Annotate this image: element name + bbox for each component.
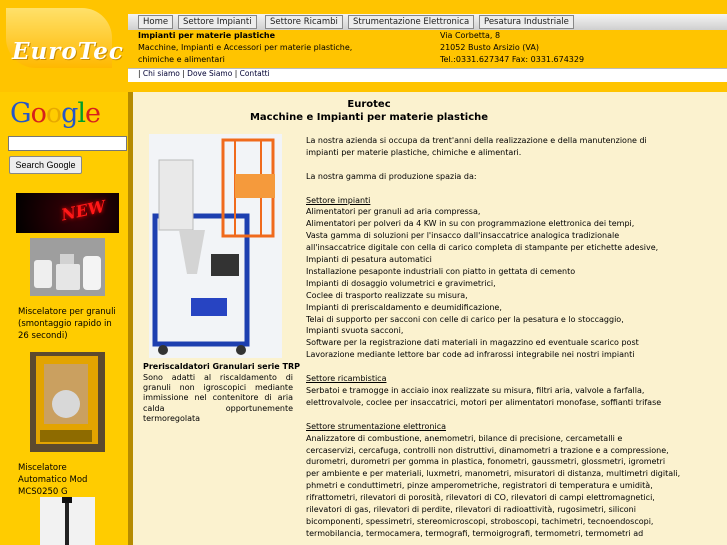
search-google-button[interactable]: Search Google	[9, 156, 82, 174]
section-line: Impianti di preriscaldamento e deumidificazione,	[306, 302, 502, 312]
new-banner[interactable]	[16, 193, 119, 233]
dryer-product-image	[149, 134, 282, 358]
company-title: Impianti per materie plastiche	[138, 31, 276, 40]
section-line: Vasta gamma di soluzioni per l'insacco dall'insaccatrice analogica tradizionale	[306, 231, 620, 241]
product-title: Preriscaldatori Granulari serie TRP	[143, 362, 300, 371]
intro-line: impianti per materie plastiche, chimiche e alimentari.	[306, 147, 522, 157]
main-text	[306, 135, 721, 545]
link-chi-siamo[interactable]: Chi siamo	[142, 69, 180, 78]
gamma-line: La nostra gamma di produzione spazia da:	[306, 171, 477, 181]
section-line: Alimentatori per granuli ad aria compressa,	[306, 207, 481, 217]
page-title: Eurotec	[347, 99, 391, 110]
nav-settore-ricambi[interactable]: Settore Ricambi	[265, 15, 343, 29]
secondary-links: | Chi siamo | Dove Siamo | Contatti	[138, 69, 270, 78]
section-line: cercaservizi, cercafuga, controlli non distruttivi, dinamometri a trazione e a compressione,	[306, 445, 669, 455]
address-city: 21052 Busto Arsizio (VA)	[440, 43, 539, 52]
page-subtitle: Macchine e Impianti per materie plastiche	[249, 112, 489, 123]
section-line: elettrovalvole, coclee per insaccatrici, motori per alimentatori monofase, soffianti trifase	[306, 397, 662, 407]
section-line: Serbatoi e tramogge in acciaio inox realizzate su misura, filtri aria, valvole a farfalla,	[306, 385, 645, 395]
section-line: all'insaccatrice digitale con cella di carico completa di stampante per etichette adesive,	[306, 243, 659, 253]
section-line: Impianti di dosaggio volumetrici e gravimetrici,	[306, 278, 496, 288]
company-description: chimiche e alimentari	[138, 55, 225, 64]
search-input[interactable]	[8, 136, 127, 151]
company-logo[interactable]: EuroTec	[12, 38, 124, 65]
address-street: Via Corbetta, 8	[440, 31, 501, 40]
section-line: per ambiente e per materiali, luxmetri, manometri, misuratori di distanza, multimetri digitali,	[306, 469, 681, 479]
section-line: phmetri e conduttimetri, pinze amperometriche, registratori di temperatura e umidità,	[306, 481, 653, 491]
new-banner-label: NEW	[59, 196, 108, 225]
link-dove-siamo[interactable]: Dove Siamo	[187, 69, 233, 78]
google-logo: Google	[10, 98, 101, 129]
nav-home[interactable]: Home	[138, 15, 173, 29]
section-heading-strumentazione[interactable]: Settore strumentazione elettronica	[306, 421, 447, 431]
automatic-mixer-caption: Miscelatore Automatico Mod MCS0250 G	[18, 463, 88, 497]
section-line: Alimentatori per polveri da 4 KW in su con programmazione elettronica dei tempi,	[306, 219, 635, 229]
mixer-caption: Miscelatore per granuli (smontaggio rapido in 26 secondi)	[18, 307, 116, 341]
address-phone: Tel.:0331.627347 Fax: 0331.674329	[440, 55, 585, 64]
section-line: durometri, durometri per gomma in plastica, fonometri, gaussmetri, glossmetri, igrometri	[306, 457, 666, 467]
section-line: Lavorazione mediante lettore bar code ad infrarossi integrabile nei nostri impianti	[306, 350, 635, 360]
section-line: rifrattometri, rilevatori di porosità, rilevatori di CO, rilevatori di campi elettromagnetici,	[306, 493, 655, 503]
section-line: rilevatori di gas, rilevatori di perdite, rilevatori di radioattività, rugosimetri, siliconi	[306, 505, 636, 515]
product-description: Sono adatti al riscaldamento di granuli non igroscopici mediante immissione nel contenitore di aria calda opportunemente termoregolata	[143, 373, 293, 423]
section-line: bicomponenti, spessimetri, stereomicroscopi, stroboscopi, tachimetri, tecnoendoscopi,	[306, 516, 654, 526]
mixer-thumbnail[interactable]	[30, 238, 105, 296]
section-line: Telai di supporto per sacconi con celle di carico per la pesatura e lo stoccaggio,	[306, 314, 624, 324]
section-line: Software per la registrazione dati materiali in magazzino ed eventuale scarico post	[306, 338, 639, 348]
link-contatti[interactable]: Contatti	[239, 69, 270, 78]
section-line: Coclee di trasporto realizzate su misura,	[306, 290, 468, 300]
intro-line: La nostra azienda si occupa da trent'anni della realizzazione e della manutenzione di	[306, 136, 647, 145]
automatic-mixer-thumbnail[interactable]	[30, 352, 105, 452]
section-heading-impianti[interactable]: Settore impianti	[306, 195, 371, 205]
section-line: Analizzatore di combustione, anemometri, bilance di precisione, cercametalli e	[306, 433, 623, 443]
company-description: Macchine, Impianti e Accessori per materie plastiche,	[138, 43, 353, 52]
nav-settore-impianti[interactable]: Settore Impianti	[178, 15, 257, 29]
section-line: Impianti svuota sacconi,	[306, 326, 404, 336]
nav-strumentazione[interactable]: Strumentazione Elettronica	[348, 15, 474, 29]
section-heading-ricambistica[interactable]: Settore ricambistica	[306, 374, 387, 384]
section-line: Installazione pesaponte industriali con piatto in gettata di cemento	[306, 266, 576, 276]
section-line: termobilancia, termocamera, termografi, termoigrografi, termometri, termometri ad	[306, 528, 644, 538]
scale-thumbnail[interactable]	[40, 497, 95, 545]
nav-pesatura[interactable]: Pesatura Industriale	[479, 15, 574, 29]
section-line: Impianti di pesatura automatici	[306, 255, 432, 265]
